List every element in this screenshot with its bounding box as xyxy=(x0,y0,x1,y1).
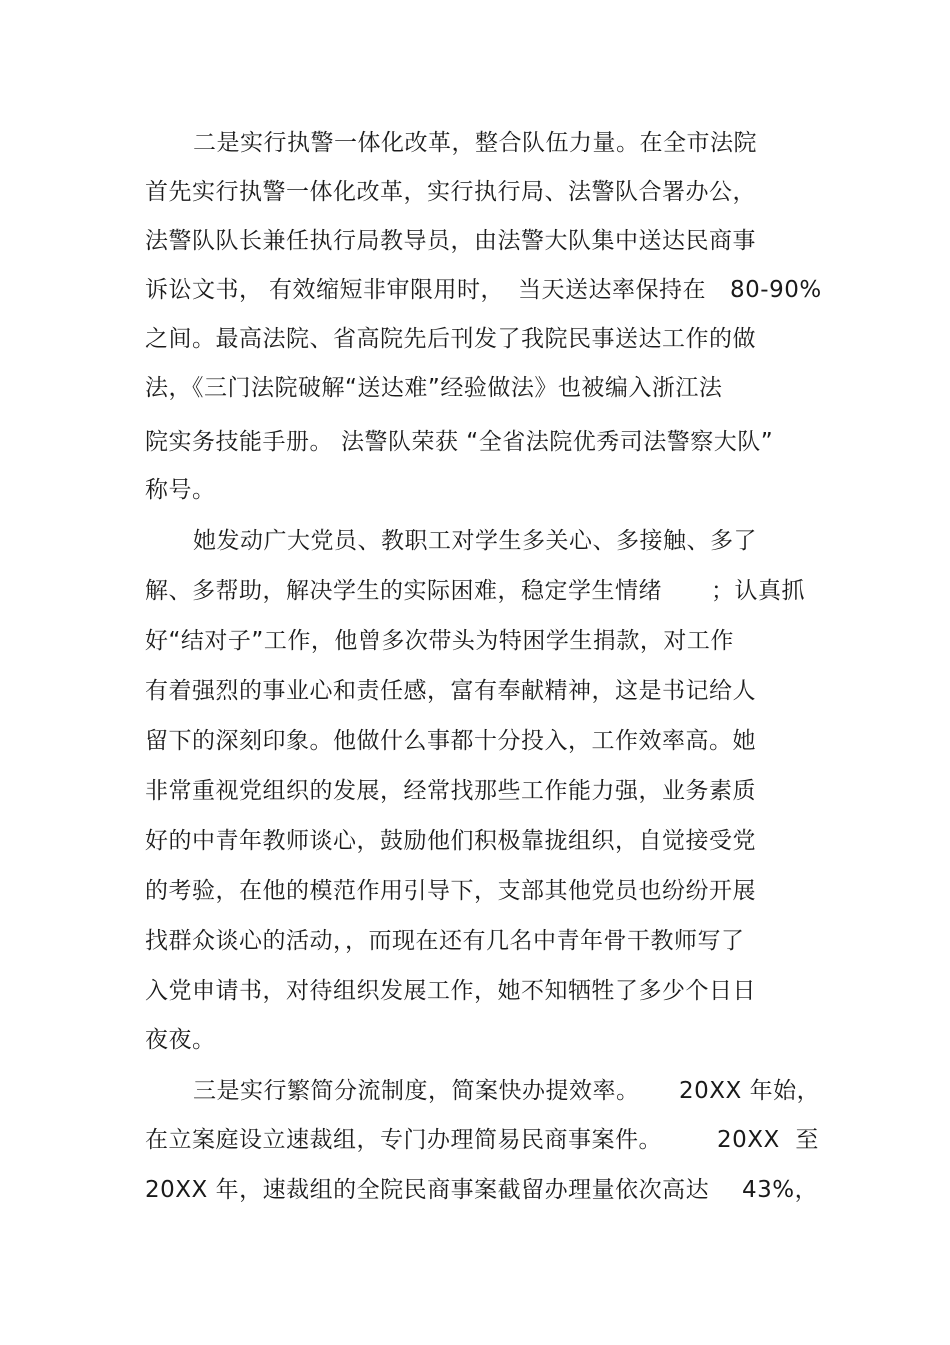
line-segment: 院实务技能手册。 xyxy=(145,429,333,455)
line-segment: 诉讼文书， xyxy=(145,277,263,303)
line-segment: 在立案庭设立速裁组，专门办理简易民商事案件。 xyxy=(145,1127,662,1153)
line-segment: ；认真抓 xyxy=(711,578,805,604)
paragraph-2-line-7: 好的中青年教师谈心，鼓励他们积极靠拢组织，自觉接受党 xyxy=(145,828,756,854)
paragraph-2-line-11: 夜夜。 xyxy=(145,1027,216,1053)
paragraph-2-line-9: 找群众谈心的活动，，而现在还有几名中青年骨干教师写了 xyxy=(145,928,745,954)
line-segment: 20XX 年，速裁组的全院民商事案截留办理量依次高达 xyxy=(145,1177,710,1203)
paragraph-2-line-1: 她发动广大党员、教职工对学生多关心、多接触、多了 xyxy=(193,528,757,554)
paragraph-2-line-8: 的考验，在他的模范作用引导下，支部其他党员也纷纷开展 xyxy=(145,878,756,904)
paragraph-2-line-6: 非常重视党组织的发展，经常找那些工作能力强，业务素质 xyxy=(145,778,756,804)
paragraph-1-line-2: 首先实行执警一体化改革，实行执行局、法警队合署办公， xyxy=(145,179,756,205)
line-segment: 解、多帮助，解决学生的实际困难，稳定学生情绪 xyxy=(145,578,662,604)
paragraph-3-line-3 xyxy=(145,1173,819,1207)
line-segment: 43%， xyxy=(742,1177,819,1203)
line-segment: 80-90% xyxy=(730,277,822,303)
line-segment: 当天送达率保持在 xyxy=(518,277,706,303)
line-segment: 三是实行繁简分流制度，简案快办提效率。 xyxy=(193,1078,640,1104)
paragraph-3-line-2 xyxy=(145,1123,819,1157)
paragraph-2-line-5: 留下的深刻印象。他做什么事都十分投入，工作效率高。她 xyxy=(145,728,756,754)
line-segment: 法警队荣获 “全省法院优秀司法警察大队” xyxy=(341,429,774,455)
line-segment: 20XX 年始， xyxy=(679,1078,821,1104)
paragraph-2-line-10: 入党申请书，对待组织发展工作，她不知牺牲了多少个日日 xyxy=(145,978,756,1004)
line-segment: 有效缩短非审限用时， xyxy=(269,277,504,303)
paragraph-1-line-1: 二是实行执警一体化改革，整合队伍力量。在全市法院 xyxy=(193,130,757,156)
line-segment: 20XX 至 xyxy=(717,1127,819,1153)
paragraph-1-line-3: 法警队队长兼任执行局教导员，由法警大队集中送达民商事 xyxy=(145,228,756,254)
paragraph-1-line-5: 之间。最高法院、省高院先后刊发了我院民事送达工作的做 xyxy=(145,326,756,352)
paragraph-3-line-1 xyxy=(193,1074,821,1108)
paragraph-2-line-2 xyxy=(145,574,805,608)
paragraph-2-line-3: 好“结对子”工作，他曾多次带头为特困学生捐款，对工作 xyxy=(145,628,734,654)
paragraph-1-line-6: 法，《三门法院破解“送达难”经验做法》也被编入浙江法 xyxy=(145,375,723,401)
paragraph-1-line-8: 称号。 xyxy=(145,477,216,503)
paragraph-2-line-4: 有着强烈的事业心和责任感，富有奉献精神，这是书记给人 xyxy=(145,678,756,704)
paragraph-1-line-4 xyxy=(145,273,822,307)
paragraph-1-line-7 xyxy=(145,425,774,459)
